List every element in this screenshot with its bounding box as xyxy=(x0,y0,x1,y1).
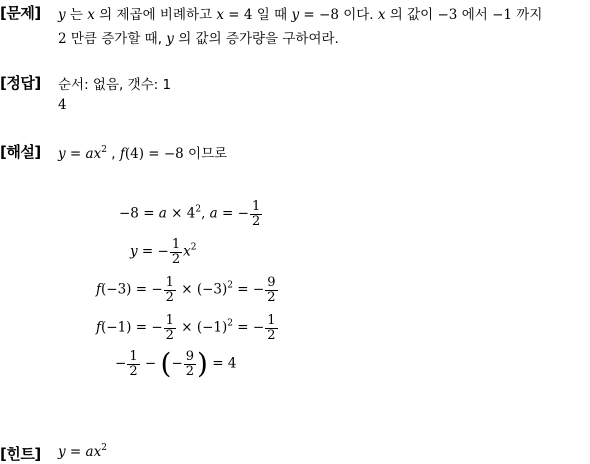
solution-equation-3 xyxy=(96,276,279,304)
var-y: y xyxy=(58,444,66,460)
equals: = xyxy=(65,146,86,162)
numerator: 1 xyxy=(251,199,261,214)
text: 의 값이 xyxy=(385,7,438,23)
fraction xyxy=(164,276,176,304)
problem-text-line2 xyxy=(58,27,339,47)
denominator: 2 xyxy=(165,289,174,305)
text: = − xyxy=(233,281,265,298)
exponent: 2 xyxy=(190,242,197,253)
text: = − xyxy=(217,205,249,222)
var-y: y xyxy=(130,243,138,260)
func-f: f xyxy=(96,319,101,336)
problem-label: [문제] xyxy=(0,4,41,22)
text: − xyxy=(140,355,161,372)
solution-label: [해설] xyxy=(0,143,41,161)
var-y: y xyxy=(58,146,66,162)
equals: = xyxy=(65,444,86,460)
text: 일 때 xyxy=(252,7,292,23)
problem-text-line1 xyxy=(58,3,542,23)
func-f: f xyxy=(119,146,125,162)
denominator: 2 xyxy=(251,213,261,229)
text: − xyxy=(115,355,127,372)
answer-label: [정답] xyxy=(0,74,41,92)
text: = − xyxy=(137,243,169,260)
text: (−1) = − xyxy=(101,319,163,336)
solution-equation-4 xyxy=(96,314,279,342)
text: 이다. xyxy=(338,7,378,23)
numerator: 9 xyxy=(267,275,276,290)
var-y: y xyxy=(166,31,174,47)
var-y: y xyxy=(58,7,66,23)
equation: = 4 xyxy=(224,7,253,23)
denominator: 2 xyxy=(267,289,276,305)
var-a: a xyxy=(85,444,94,460)
exponent: 2 xyxy=(101,443,107,453)
answer-value: 4 xyxy=(58,97,67,113)
text: 의 제곱에 비례하고 xyxy=(94,7,217,23)
text: 의 값의 증가량을 구하여라. xyxy=(173,31,339,47)
var-a: a xyxy=(158,205,167,222)
text: (−3) = − xyxy=(101,281,163,298)
exponent: 2 xyxy=(227,280,233,291)
text: , xyxy=(201,205,210,222)
numerator: 9 xyxy=(185,349,195,364)
var-y: y xyxy=(291,7,300,23)
var-x: x xyxy=(87,7,95,23)
fraction xyxy=(265,276,277,304)
denominator: 2 xyxy=(171,251,181,267)
equation: = −8 xyxy=(299,7,339,23)
fraction xyxy=(170,238,182,266)
var-a: a xyxy=(209,205,218,222)
text: = 4 xyxy=(207,355,237,372)
text: , xyxy=(106,146,120,162)
exponent: 2 xyxy=(195,204,202,215)
value: −3 xyxy=(437,7,458,23)
numerator: 1 xyxy=(165,275,174,290)
text: 이므로 xyxy=(183,146,228,162)
fraction xyxy=(184,350,196,378)
hint-label: [힌트] xyxy=(0,445,41,463)
answer-order-count: 순서: 없음, 갯수: 1 xyxy=(58,77,172,93)
text: × 4 xyxy=(166,205,196,222)
var-x: x xyxy=(93,146,102,162)
exponent: 2 xyxy=(227,318,233,329)
value: 2 xyxy=(58,31,67,47)
text: × (−1) xyxy=(176,319,228,336)
text: 에서 xyxy=(457,7,493,23)
text: 만큼 증가할 때, xyxy=(66,31,167,47)
text: − xyxy=(171,355,183,372)
denominator: 2 xyxy=(165,327,174,343)
solution-intro xyxy=(58,142,227,162)
var-x: x xyxy=(183,243,191,260)
text: 는 xyxy=(65,7,88,23)
exponent: 2 xyxy=(101,145,107,155)
numerator: 1 xyxy=(267,313,276,328)
value: −1 xyxy=(492,7,512,23)
denominator: 2 xyxy=(185,363,195,379)
hint-formula xyxy=(58,444,107,460)
solution-equation-2 xyxy=(130,238,197,266)
var-x: x xyxy=(216,7,225,23)
denominator: 2 xyxy=(129,363,138,379)
text: = − xyxy=(233,319,265,336)
fraction xyxy=(164,314,176,342)
left-paren: ( xyxy=(160,347,172,381)
numerator: 1 xyxy=(165,313,174,328)
right-paren: ) xyxy=(197,347,208,381)
text: × (−3) xyxy=(176,281,228,298)
func-f: f xyxy=(96,281,101,298)
solution-equation-1 xyxy=(119,200,263,228)
equation: (4) = −8 xyxy=(124,146,184,162)
solution-equation-5 xyxy=(115,347,237,381)
fraction xyxy=(127,350,139,378)
denominator: 2 xyxy=(267,327,276,343)
text: −8 = xyxy=(119,205,159,222)
fraction xyxy=(265,314,277,342)
var-x: x xyxy=(93,444,102,460)
fraction xyxy=(250,200,262,228)
text: 까지 xyxy=(511,7,543,23)
numerator: 1 xyxy=(129,349,138,364)
var-a: a xyxy=(85,146,94,162)
var-x: x xyxy=(377,7,386,23)
numerator: 1 xyxy=(171,237,181,252)
